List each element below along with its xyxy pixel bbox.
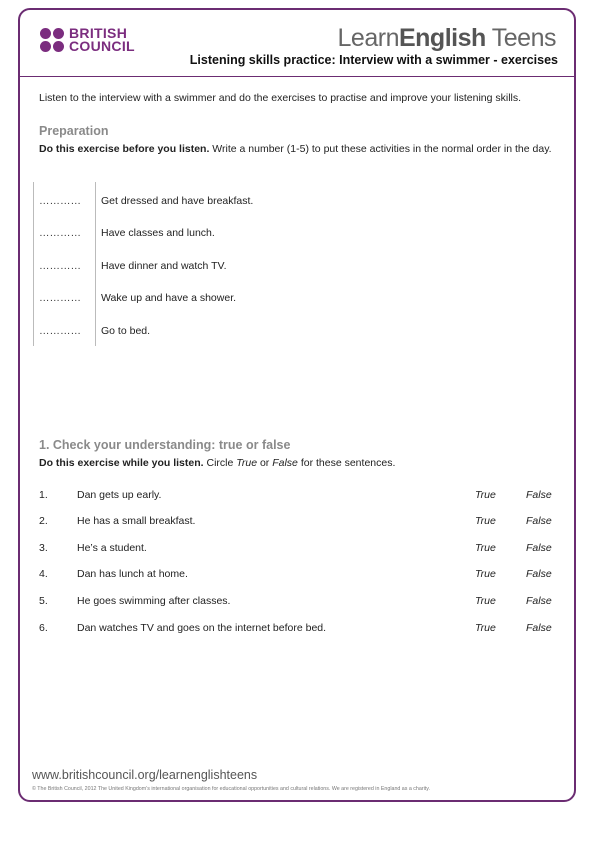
preparation-item bbox=[39, 292, 236, 304]
instr-text: or bbox=[257, 457, 273, 469]
answer-blank[interactable]: ………… bbox=[39, 260, 81, 272]
true-option[interactable]: True bbox=[475, 595, 496, 607]
item-number: 3. bbox=[39, 542, 48, 554]
false-option[interactable]: False bbox=[526, 489, 552, 501]
logo-learn: Learn bbox=[337, 24, 399, 52]
instr-text: for these sentences. bbox=[297, 457, 396, 469]
false-option[interactable]: False bbox=[526, 622, 552, 634]
footer-url[interactable]: www.britishcouncil.org/learnenglishteens bbox=[32, 768, 258, 782]
answer-blank[interactable]: ………… bbox=[39, 227, 81, 239]
false-option[interactable]: False bbox=[526, 515, 552, 527]
answer-blank[interactable]: ………… bbox=[39, 195, 81, 207]
item-number: 1. bbox=[39, 489, 48, 501]
item-text: Dan has lunch at home. bbox=[77, 568, 188, 580]
item-text: He has a small breakfast. bbox=[77, 515, 196, 527]
item-text: He’s a student. bbox=[77, 542, 147, 554]
item-text: Dan watches TV and goes on the internet before bed. bbox=[77, 622, 327, 634]
exercise1-instr-bold: Do this exercise while you listen. bbox=[39, 457, 204, 469]
item-number: 6. bbox=[39, 622, 48, 634]
item-number: 4. bbox=[39, 568, 48, 580]
item-text: He goes swimming after classes. bbox=[77, 595, 231, 607]
preparation-item bbox=[39, 195, 253, 207]
true-option[interactable]: True bbox=[475, 568, 496, 580]
header-divider bbox=[20, 76, 574, 77]
preparation-item-text: Have dinner and watch TV. bbox=[101, 260, 227, 272]
instr-false: False bbox=[272, 457, 298, 469]
preparation-item-text: Get dressed and have breakfast. bbox=[101, 195, 254, 207]
footer-copyright: © The British Council, 2012 The United Kingdom’s international organisation for educational opportunities and cultural relations. We are registered in England as a charity. bbox=[32, 786, 430, 792]
answer-blank[interactable]: ………… bbox=[39, 325, 81, 337]
preparation-heading: Preparation bbox=[39, 124, 109, 138]
british-council-logo bbox=[40, 27, 135, 53]
answer-blank[interactable]: ………… bbox=[39, 292, 81, 304]
true-option[interactable]: True bbox=[475, 515, 496, 527]
preparation-item bbox=[39, 325, 150, 337]
preparation-item bbox=[39, 227, 215, 239]
exercise1-heading: 1. Check your understanding: true or false bbox=[39, 438, 291, 452]
intro-text: Listen to the interview with a swimmer and do the exercises to practise and improve your listening skills. bbox=[39, 92, 522, 104]
preparation-item bbox=[39, 260, 227, 272]
false-option[interactable]: False bbox=[526, 568, 552, 580]
preparation-item-text: Wake up and have a shower. bbox=[101, 292, 237, 304]
logo-dots-icon bbox=[40, 28, 64, 52]
preparation-instr-rest: Write a number (1-5) to put these activities in the normal order in the day. bbox=[209, 143, 552, 155]
preparation-instructions bbox=[39, 142, 559, 157]
logo-english: English bbox=[398, 24, 486, 52]
item-text: Dan gets up early. bbox=[77, 489, 162, 501]
preparation-item-text: Go to bed. bbox=[101, 325, 151, 337]
false-option[interactable]: False bbox=[526, 595, 552, 607]
preparation-item-text: Have classes and lunch. bbox=[101, 227, 215, 239]
false-option[interactable]: False bbox=[526, 542, 552, 554]
preparation-instr-bold: Do this exercise before you listen. bbox=[39, 143, 210, 155]
logo-text-line1: BRITISH bbox=[69, 25, 128, 41]
page-title: Listening skills practice: Interview with a swimmer - exercises bbox=[189, 53, 558, 67]
true-option[interactable]: True bbox=[475, 489, 496, 501]
exercise1-instructions bbox=[39, 456, 559, 471]
learnenglish-teens-logo bbox=[338, 24, 556, 53]
item-number: 2. bbox=[39, 515, 48, 527]
logo-text-line2: COUNCIL bbox=[69, 38, 135, 54]
item-number: 5. bbox=[39, 595, 48, 607]
instr-true: True bbox=[236, 457, 258, 469]
true-option[interactable]: True bbox=[475, 622, 496, 634]
logo-teens: Teens bbox=[485, 24, 556, 52]
instr-text: Circle bbox=[203, 457, 237, 469]
true-option[interactable]: True bbox=[475, 542, 496, 554]
